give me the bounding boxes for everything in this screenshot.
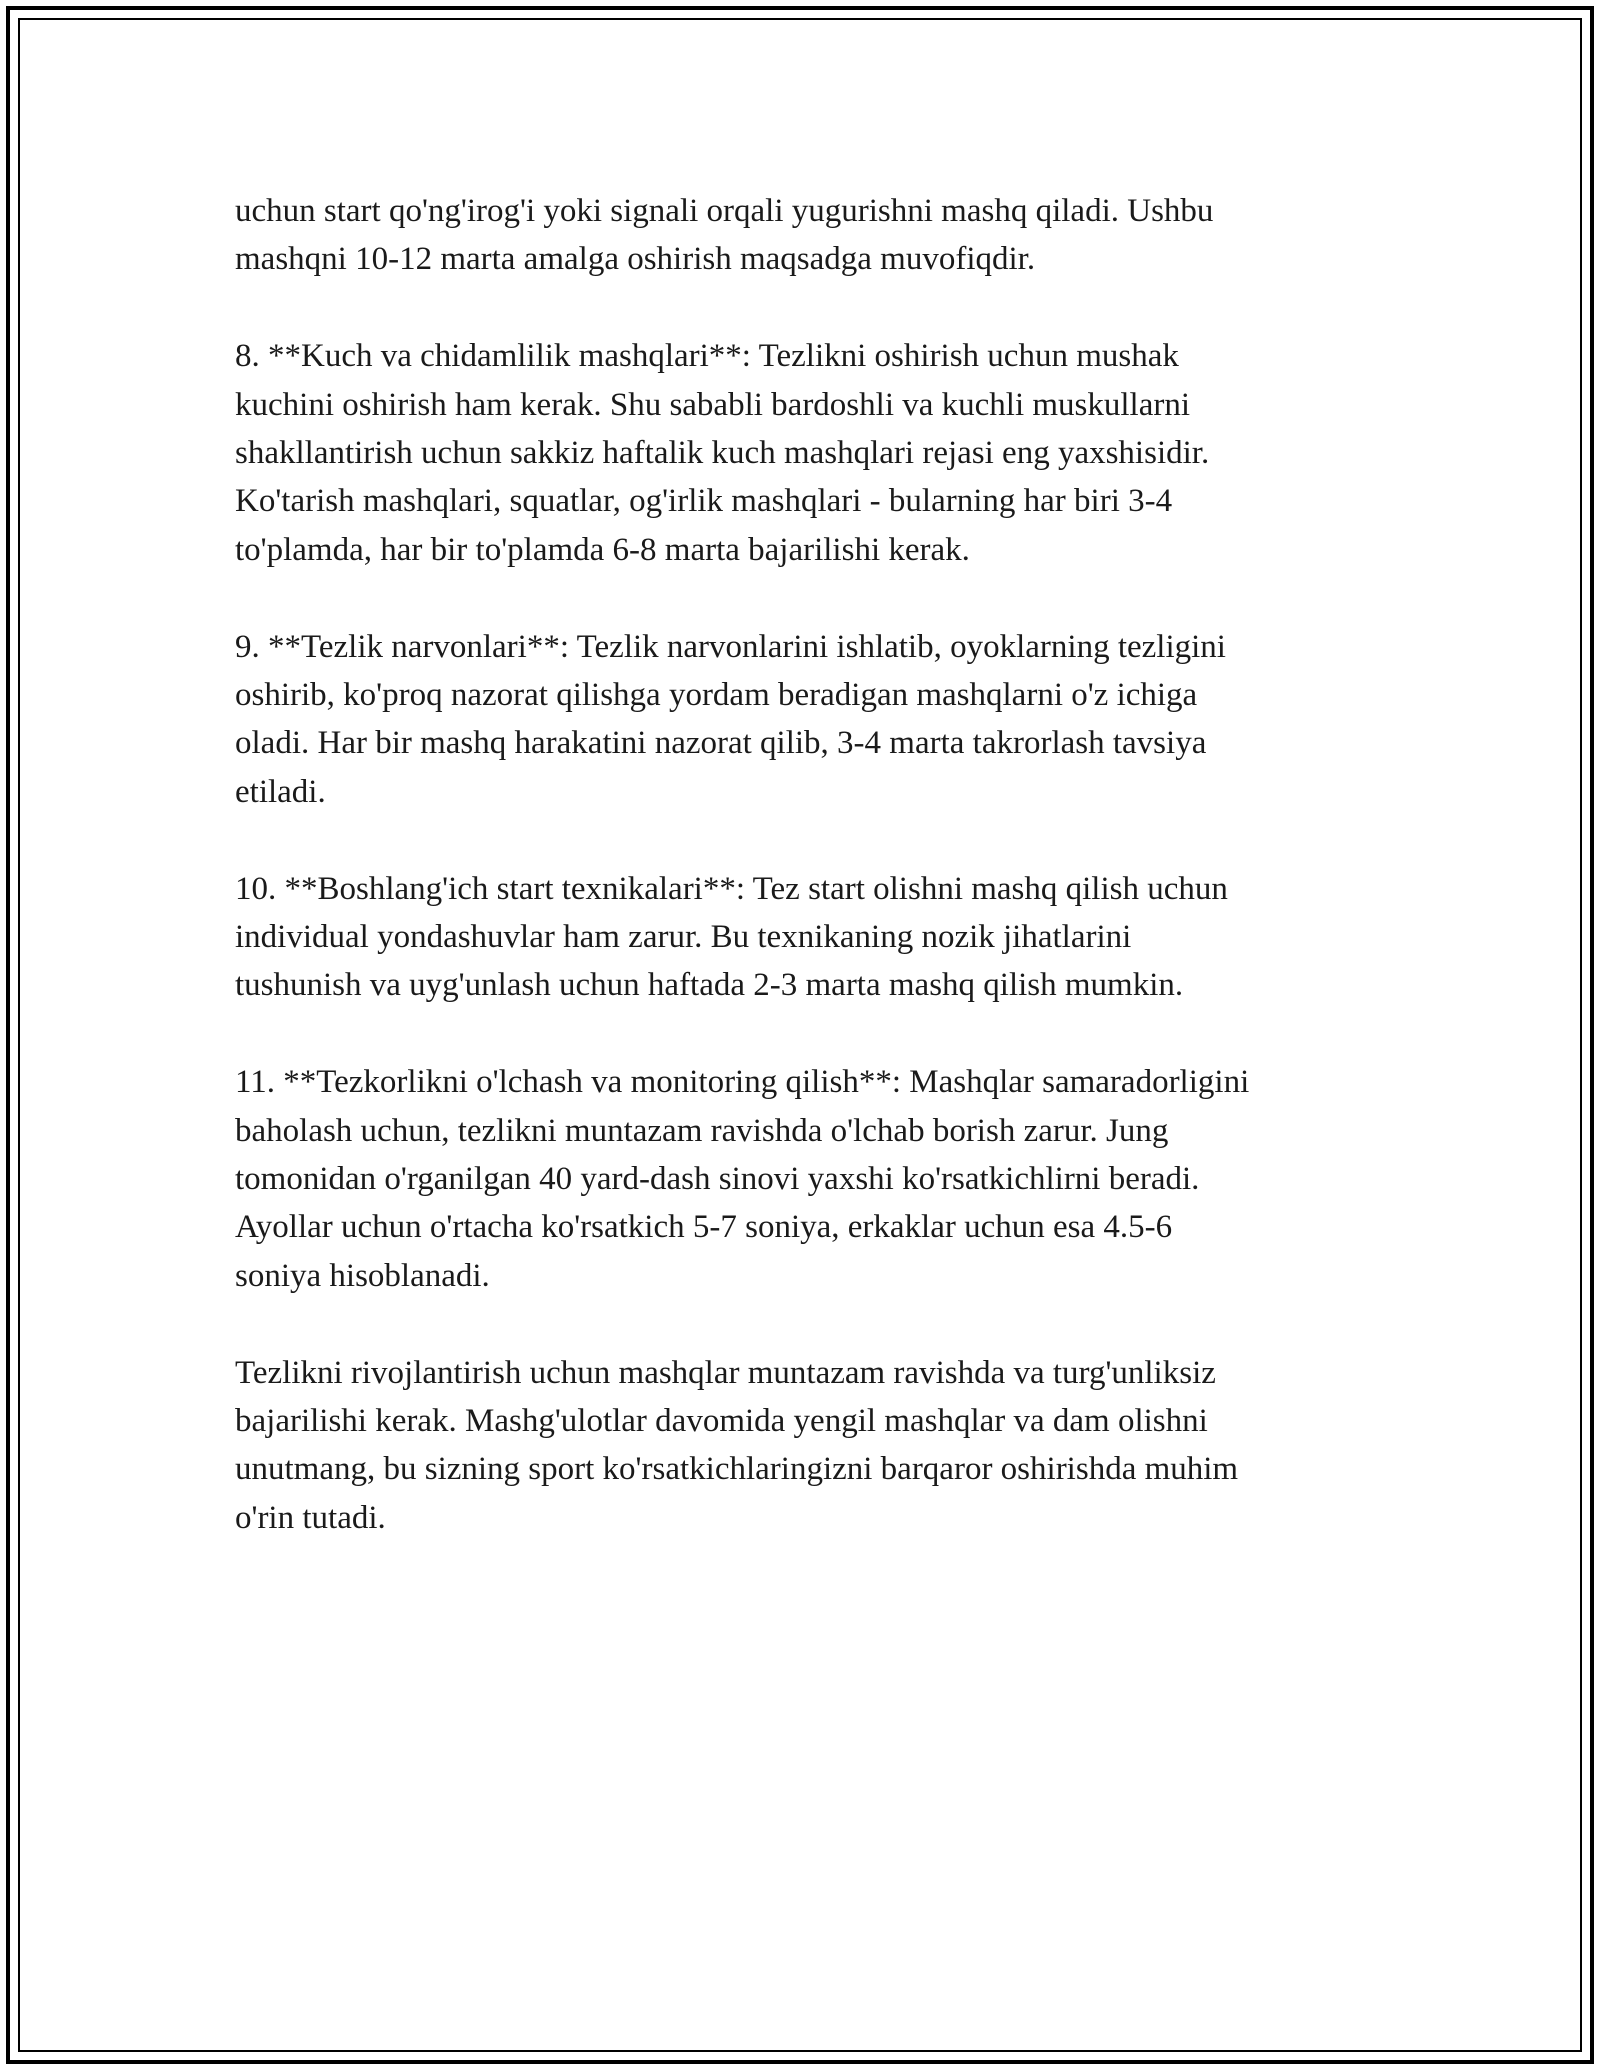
text-line: 11. **Tezkorlikni o'lchash va monitoring qilish**: Mashqlar samaradorligini [235,1064,1250,1101]
text-line: bajarilishi kerak. Mashg'ulotlar davomida yengil mashqlar va dam olishni [235,1403,1208,1440]
text-line: Tezlikni rivojlantirish uchun mashqlar muntazam ravishda va turg'unliksiz [235,1354,1216,1391]
text-line: to'plamda, har bir to'plamda 6-8 marta bajarilishi kerak. [235,531,970,568]
paragraph-item-8 [235,332,1385,574]
text-line: tushunish va uyg'unlash uchun haftada 2-3 marta mashq qilish mumkin. [235,967,1184,1004]
text-line: soniya hisoblanadi. [235,1257,490,1294]
text-line: o'rin tutadi. [235,1499,386,1536]
text-line: 10. **Boshlang'ich start texnikalari**: Tez start olishni mashq qilish uchun [235,870,1228,907]
paragraph-item-10 [235,865,1385,1010]
text-line: baholash uchun, tezlikni muntazam ravishda o'lchab borish zarur. Jung [235,1112,1169,1149]
text-line: mashqni 10-12 marta amalga oshirish maqsadga muvofiqdir. [235,241,1036,278]
paragraph-conclusion [235,1349,1385,1543]
text-line: individual yondashuvlar ham zarur. Bu texnikaning nozik jihatlarini [235,919,1132,956]
text-line: oshirib, ko'proq nazorat qilishga yordam beradigan mashqlarni o'z ichiga [235,677,1198,714]
text-line: kuchini oshirish ham kerak. Shu sababli bardoshli va kuchli muskullarni [235,386,1191,423]
text-line: tomonidan o'rganilgan 40 yard-dash sinovi yaxshi ko'rsatkichlirni beradi. [235,1161,1200,1198]
text-line: oladi. Har bir mashq harakatini nazorat qilib, 3-4 marta takrorlash tavsiya [235,725,1207,762]
text-line: Ayollar uchun o'rtacha ko'rsatkich 5-7 soniya, erkaklar uchun esa 4.5-6 [235,1209,1173,1246]
text-line: unutmang, bu sizning sport ko'rsatkichlaringizni barqaror oshirishda muhim [235,1451,1239,1488]
text-line: etiladi. [235,773,326,810]
paragraph-intro-continuation [235,187,1385,284]
paragraph-item-11 [235,1058,1385,1300]
paragraph-item-9 [235,623,1385,817]
text-line: 8. **Kuch va chidamlilik mashqlari**: Tezlikni oshirish uchun mushak [235,338,1179,375]
text-line: Ko'tarish mashqlari, squatlar, og'irlik mashqlari - bularning har biri 3-4 [235,483,1173,520]
text-line: uchun start qo'ng'irog'i yoki signali orqali yugurishni mashq qiladi. Ushbu [235,193,1214,229]
text-line: 9. **Tezlik narvonlari**: Tezlik narvonlarini ishlatib, oyoklarning tezligini [235,628,1226,665]
document-body [235,187,1385,1542]
text-line: shakllantirish uchun sakkiz haftalik kuch mashqlari rejasi eng yaxshisidir. [235,435,1210,472]
